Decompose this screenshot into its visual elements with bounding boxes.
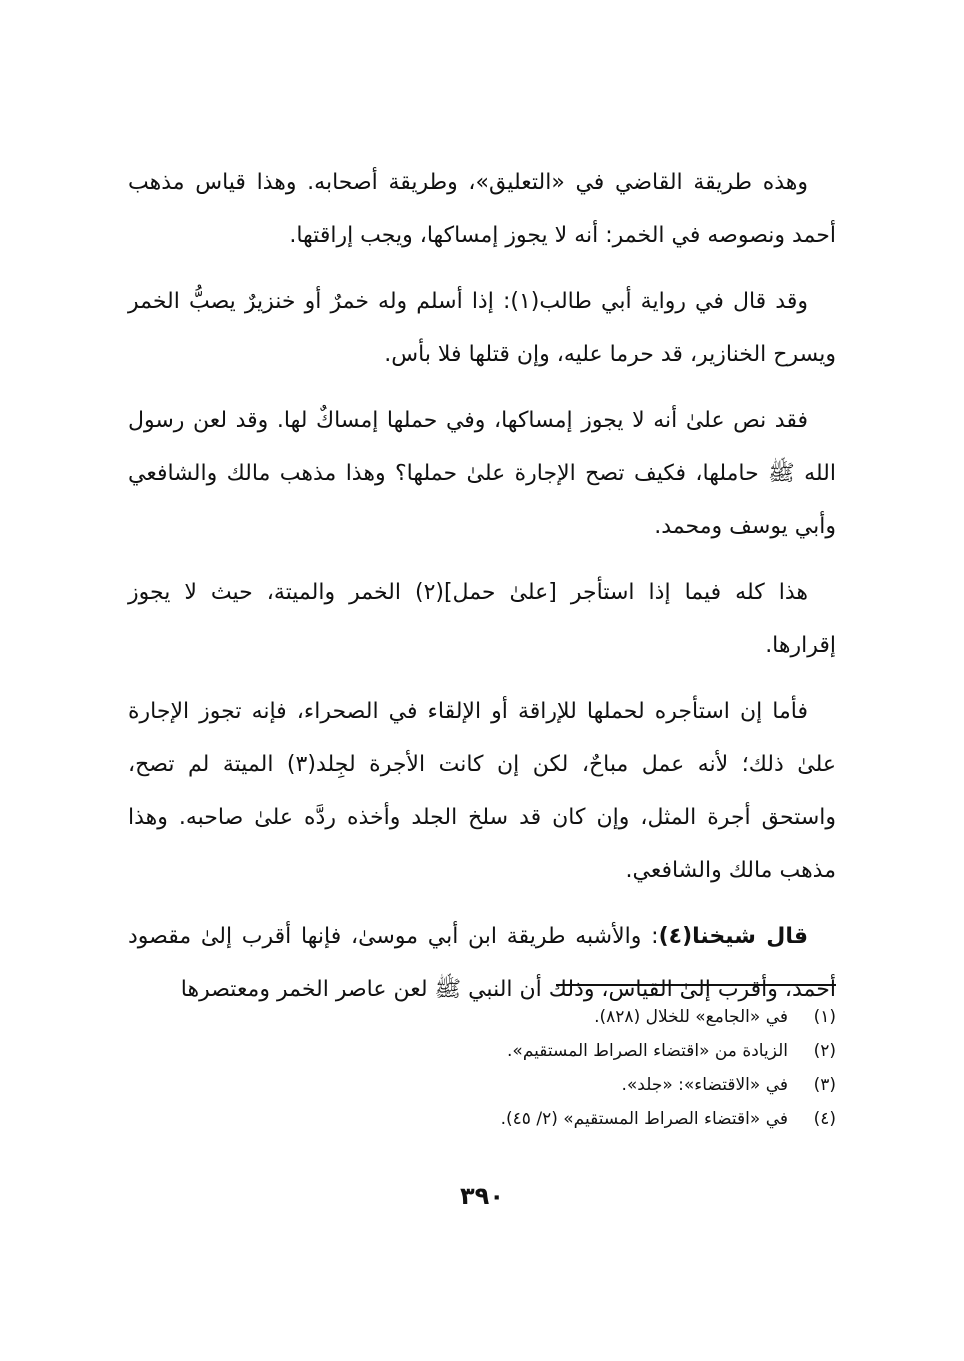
page-number: ٣٩٠ [460, 1182, 504, 1210]
footnote-3 [128, 1068, 836, 1102]
paragraph-1: وهذه طريقة القاضي في «التعليق»، وطريقة أصحابه. وهذا قياس مذهب أحمد ونصوصه في الخمر: أنه لا يجوز إمساكها، ويجب إراقتها. [128, 170, 836, 248]
footnote-4 [128, 1102, 836, 1136]
footnote-text: في «الجامع» للخلال (٨٢٨). [594, 1007, 788, 1027]
paragraph-6-text: : والأشبه طريقة ابن أبي موسىٰ، فإنها أقرب إلىٰ مقصود أحمد، وأقرب إلىٰ القياس، وذلك أن النبي ﷺ لعن عاصر الخمر ومعتصرها [128, 924, 836, 1002]
footnote-number: (٢) [813, 1041, 836, 1061]
paragraph-6-lead: قال شيخنا(٤) [658, 924, 808, 949]
footnote-2 [128, 1034, 836, 1068]
paragraph-5: فأما إن استأجره لحملها للإراقة أو الإلقاء في الصحراء، فإنه تجوز الإجارة علىٰ ذلك؛ لأنه عمل مباحٌ، لكن إن كانت الأجرة لجِلد(٣) الميتة لم تصح، واستحق أجرة المثل، وإن كان قد سلخ الجلد وأخذه ردَّه علىٰ صاحبه. وهذا مذهب مالك والشافعي. [128, 699, 836, 883]
main-text [128, 156, 836, 1029]
footnote-number: (٤) [813, 1109, 836, 1129]
footnote-number: (٣) [813, 1075, 836, 1095]
footnote-text: الزيادة من «اقتضاء الصراط المستقيم». [507, 1041, 788, 1061]
footnote-number: (١) [813, 1007, 836, 1027]
footnotes [128, 1000, 836, 1136]
footnote-text: في «اقتضاء الصراط المستقيم» (٢/ ٤٥). [500, 1109, 788, 1129]
footnote-separator [556, 984, 836, 986]
paragraph-3: فقد نص علىٰ أنه لا يجوز إمساكها، وفي حملها إمساكٌ لها. وقد لعن رسول الله ﷺ حاملها، فكيف تصح الإجارة علىٰ حملها؟ وهذا مذهب مالك والشافعي وأبي يوسف ومحمد. [128, 408, 836, 539]
footnote-text: في «الاقتضاء»: «جلد». [621, 1075, 788, 1095]
paragraph-2: وقد قال في رواية أبي طالب(١): إذا أسلم وله خمرٌ أو خنزيرٌ يصبُّ الخمر ويسرح الخنازير، قد حرما عليه، وإن قتلها فلا بأس. [128, 289, 836, 367]
paragraph-4: هذا كله فيما إذا استأجر [علىٰ حمل](٢) الخمر والميتة، حيث لا يجوز إقرارها. [128, 580, 836, 658]
footnote-1 [128, 1000, 836, 1034]
